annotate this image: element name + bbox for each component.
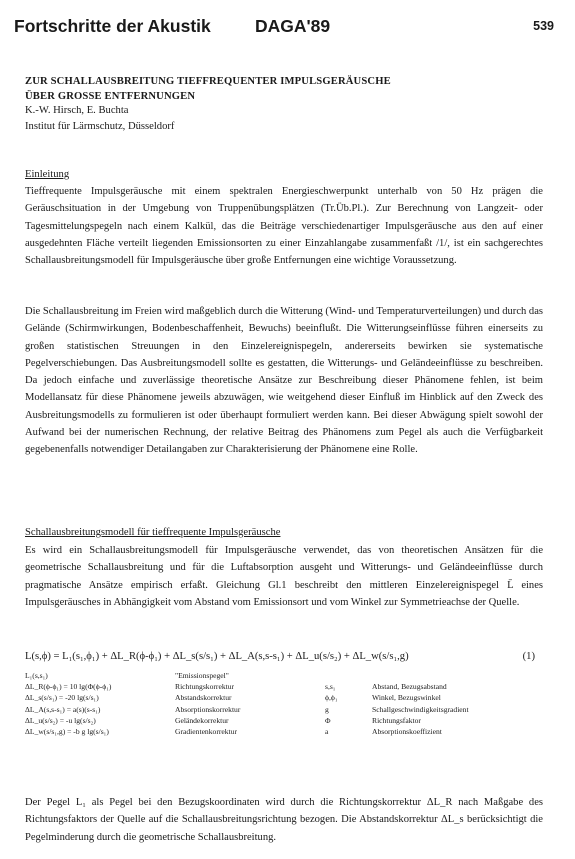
symbol-expr: ΔL_w(s/s₁,g) = -b g lg(s/s₁) (25, 726, 109, 736)
symbol-var: Φ (325, 715, 331, 725)
conference-name: DAGA'89 (255, 16, 331, 36)
symbol-desc: Richtungsfaktor (372, 715, 421, 725)
symbol-row (25, 726, 545, 737)
equation-number: (1) (522, 651, 535, 662)
page-number: 539 (533, 19, 554, 33)
symbol-expr: ΔL_u(s/s₂) = -u lg(s/s₂) (25, 715, 96, 725)
symbol-row (25, 704, 545, 715)
symbol-name: Richtungskorrektur (175, 682, 235, 692)
symbol-var: ϕ,ϕ₁ (325, 693, 338, 703)
symbol-name: Abstandskorrektur (175, 693, 232, 703)
symbol-name: Geländekorrektur (175, 715, 229, 725)
journal-title: Fortschritte der Akustik (14, 16, 211, 36)
paper-title (25, 74, 391, 104)
institute: Institut für Lärmschutz, Düsseldorf (25, 121, 175, 132)
symbol-row (25, 681, 545, 692)
section-heading-model: Schallausbreitungsmodell für tieffrequente Impulsgeräusche (25, 527, 281, 538)
model-paragraph: Es wird ein Schallausbreitungsmodell für Impulsgeräusche verwendet, das von theoretischen Ansätzen für die geometrische Schallausbreitung und für die Luftabsorption ausgeht und Witterungs- und Geländeeinflüsse durch pragmatische Ansätze empirisch erfaßt. Gleichung Gl.1 beschreibt den mittleren Einzelereignispegel L̄ eines Impulsgeräusches in Abhängigkeit vom Abstand vom Emissionsort und vom Winkel zur Symmetrieachse der Quelle. (25, 545, 543, 608)
symbol-var: s,s₁ (325, 682, 336, 692)
equation-body: L(s,ϕ) = L₁(s₁,ϕ₁) + ΔL_R(ϕ-ϕ₁) + ΔL_s(s/s₁) + ΔL_A(s,s-s₁) + ΔL_u(s/s₂) + ΔL_w(s/s₁,g) (25, 651, 409, 662)
section-heading-intro: Einleitung (25, 169, 70, 180)
equation-1 (25, 651, 535, 662)
symbol-name: Gradientenkorrektur (175, 726, 237, 736)
symbol-expr: ΔL_A(s,s-s₁) = a(s)(s-s₁) (25, 704, 101, 714)
symbol-desc: Abstand, Bezugsabstand (372, 682, 447, 692)
symbol-name: Absorptionskorrektur (175, 704, 241, 714)
intro-paragraph-2: Die Schallausbreitung im Freien wird maßgeblich durch die Witterung (Wind- und Temperaturverteilungen) und durch das Gelände (Schirmwirkungen, Bodenbeschaffenheit, Bewuchs) beeinflußt. Die Witterungseinflüsse führen einerseits zu großen statistischen Streuungen in den Einzelereignispegeln, andererseits bewirken sie systematische Pegelverschiebungen. Das Ausbreitungsmodell sollte es gestatten, die Witterungs- und Geländeeinflüsse zu beschreiben. Da jedoch einfache und zuverlässige theoretische Ansätze zur Beschreibung dieser Phänomene fehlen, ist beim Modellansatz für diese Phänomene jeweils abzuwägen, wie weitgehend dieser Einfluß im Hinblick auf den Zweck des Ausbreitungsmodells zu formulieren ist oder überhaupt formuliert werden kann. Bei dieser Abwägung spielt sowohl der Aufwand bei der numerischen Rechnung, der relative Beitrag des Phänomens zum Pegel als auch die Verfügbarkeit gegebenenfalls notwendiger Detailangaben zur Charakterisierung der Phänomene eine Rolle. (25, 306, 543, 456)
symbol-expr: ΔL_R(ϕ-ϕ₁) = 10 lg(Φ(ϕ-ϕ₁) (25, 682, 112, 692)
symbol-row (25, 670, 545, 681)
intro-paragraph-1: Tieffrequente Impulsgeräusche mit einem spektralen Energieschwerpunkt unterhalb von 50 Hz prägen die Geräuschsituation in der Umgebung von Truppenübungsplätzen (Tr.Üb.Pl.). Zur Berechnung von Langzeit- oder Tagesmittelungspegeln nach einem Kalkül, das die Beiträge verschiedenartiger Impulsgeräusche aus den auf einer ausgedehnten Fläche verteilt liegenden Emissionsorten zu einer Einzahlangabe zusammenfaßt /1/, ist ein sachgerechtes Schallausbreitungsmodell für Impulsgeräusche über große Entfernungen eine wichtige Voraussetzung. (25, 186, 543, 267)
symbol-var: a (325, 726, 329, 736)
symbol-row (25, 692, 545, 703)
paper-title-line2: ÜBER GROSSE ENTFERNUNGEN (25, 91, 196, 102)
symbol-table (25, 670, 545, 737)
symbol-expr: ΔL_s(s/s₁) = -20 lg(s/s₁) (25, 693, 99, 703)
symbol-var: g (325, 704, 329, 714)
closing-paragraph: Der Pegel L₁ als Pegel bei den Bezugskoordinaten wird durch die Richtungskorrektur ΔL_R nach Maßgabe des Richtungsfaktors der Quelle auf die Schallausbreitungsrichtung bezogen. Die Abstandskorrektur ΔL_s berücksichtigt die Pegelminderung durch die geometrische Schallausbreitung. (25, 797, 543, 843)
paper-title-line1: ZUR SCHALLAUSBREITUNG TIEFFREQUENTER IMPULSGERÄUSCHE (25, 76, 391, 87)
symbol-name: "Emissionspegel" (175, 671, 229, 680)
symbol-desc: Schallgeschwindigkeitsgradient (372, 704, 469, 714)
symbol-desc: Absorptionskoeffizient (372, 726, 442, 736)
page-header (14, 16, 554, 38)
authors: K.-W. Hirsch, E. Buchta (25, 105, 129, 116)
symbol-desc: Winkel, Bezugswinkel (372, 693, 441, 703)
symbol-expr: L₁(s,s₁) (25, 671, 48, 680)
symbol-row (25, 715, 545, 726)
